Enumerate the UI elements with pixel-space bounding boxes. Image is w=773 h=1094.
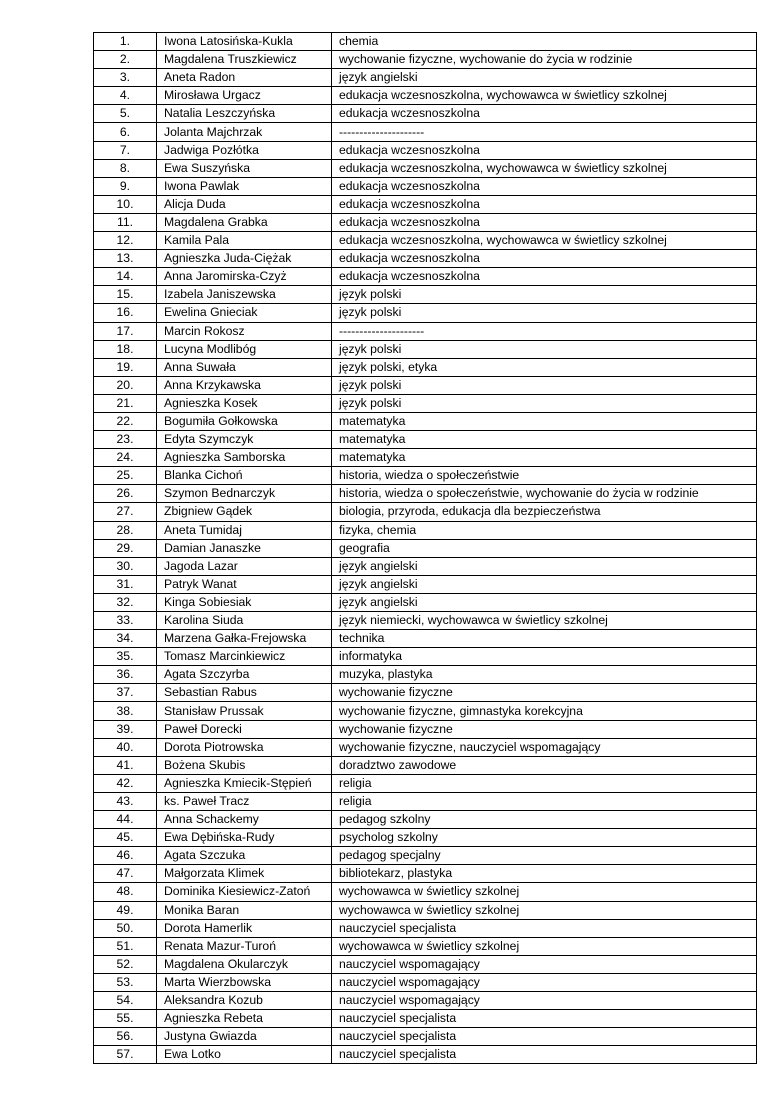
teacher-name-cell: Anna Jaromirska-Czyż (157, 268, 332, 286)
teacher-name-cell: Edyta Szymczyk (157, 431, 332, 449)
teacher-name-cell: Jolanta Majchrzak (157, 123, 332, 141)
teacher-name-cell: Agnieszka Samborska (157, 449, 332, 467)
row-number-cell: 41. (94, 756, 157, 774)
row-number-cell: 1. (94, 33, 157, 51)
subject-cell: wychowanie fizyczne, wychowanie do życia w rodzinie (332, 51, 757, 69)
table-row (94, 105, 757, 123)
subject-cell: edukacja wczesnoszkolna (332, 213, 757, 231)
subject-cell: edukacja wczesnoszkolna, wychowawca w świetlicy szkolnej (332, 159, 757, 177)
table-row (94, 666, 757, 684)
table-row (94, 684, 757, 702)
table-row (94, 575, 757, 593)
subject-cell: geografia (332, 539, 757, 557)
subject-cell: pedagog szkolny (332, 811, 757, 829)
table-row (94, 991, 757, 1009)
row-number-cell: 27. (94, 503, 157, 521)
row-number-cell: 8. (94, 159, 157, 177)
teacher-name-cell: Mirosława Urgacz (157, 87, 332, 105)
teacher-name-cell: Marta Wierzbowska (157, 973, 332, 991)
table-row (94, 159, 757, 177)
row-number-cell: 50. (94, 919, 157, 937)
row-number-cell: 2. (94, 51, 157, 69)
table-row (94, 213, 757, 231)
teacher-name-cell: Kinga Sobiesiak (157, 593, 332, 611)
row-number-cell: 30. (94, 557, 157, 575)
table-row (94, 394, 757, 412)
teacher-name-cell: Małgorzata Klimek (157, 865, 332, 883)
subject-cell: religia (332, 774, 757, 792)
teacher-name-cell: Magdalena Grabka (157, 213, 332, 231)
teacher-name-cell: Aleksandra Kozub (157, 991, 332, 1009)
subject-cell: edukacja wczesnoszkolna, wychowawca w świetlicy szkolnej (332, 232, 757, 250)
table-row (94, 467, 757, 485)
row-number-cell: 9. (94, 177, 157, 195)
row-number-cell: 15. (94, 286, 157, 304)
table-row (94, 304, 757, 322)
row-number-cell: 56. (94, 1028, 157, 1046)
teacher-name-cell: Bogumiła Gołkowska (157, 412, 332, 430)
subject-cell: nauczyciel specjalista (332, 1046, 757, 1064)
subject-cell: doradztwo zawodowe (332, 756, 757, 774)
teacher-name-cell: Magdalena Truszkiewicz (157, 51, 332, 69)
table-row (94, 322, 757, 340)
subject-cell: edukacja wczesnoszkolna (332, 268, 757, 286)
subject-cell: edukacja wczesnoszkolna (332, 177, 757, 195)
table-row (94, 1010, 757, 1028)
teacher-name-cell: Magdalena Okularczyk (157, 955, 332, 973)
subject-cell: język angielski (332, 69, 757, 87)
table-row (94, 69, 757, 87)
row-number-cell: 32. (94, 593, 157, 611)
subject-cell: historia, wiedza o społeczeństwie (332, 467, 757, 485)
row-number-cell: 4. (94, 87, 157, 105)
row-number-cell: 33. (94, 612, 157, 630)
row-number-cell: 21. (94, 394, 157, 412)
subject-cell: religia (332, 792, 757, 810)
subject-cell: wychowanie fizyczne, nauczyciel wspomagający (332, 738, 757, 756)
subject-cell: fizyka, chemia (332, 521, 757, 539)
row-number-cell: 24. (94, 449, 157, 467)
teacher-name-cell: Anna Schackemy (157, 811, 332, 829)
table-row (94, 412, 757, 430)
table-row (94, 702, 757, 720)
subject-cell: informatyka (332, 648, 757, 666)
table-row (94, 431, 757, 449)
subject-cell: język angielski (332, 575, 757, 593)
row-number-cell: 45. (94, 829, 157, 847)
table-row (94, 286, 757, 304)
row-number-cell: 5. (94, 105, 157, 123)
table-row (94, 901, 757, 919)
row-number-cell: 47. (94, 865, 157, 883)
table-row (94, 937, 757, 955)
teacher-name-cell: Blanka Cichoń (157, 467, 332, 485)
table-row (94, 195, 757, 213)
table-row (94, 539, 757, 557)
teacher-name-cell: Iwona Pawlak (157, 177, 332, 195)
subject-cell: matematyka (332, 431, 757, 449)
staff-table-body (94, 33, 757, 1064)
subject-cell: nauczyciel specjalista (332, 1028, 757, 1046)
subject-cell: technika (332, 630, 757, 648)
subject-cell: wychowawca w świetlicy szkolnej (332, 937, 757, 955)
teacher-name-cell: Justyna Gwiazda (157, 1028, 332, 1046)
teacher-name-cell: Izabela Janiszewska (157, 286, 332, 304)
teacher-name-cell: Jagoda Lazar (157, 557, 332, 575)
row-number-cell: 7. (94, 141, 157, 159)
table-row (94, 51, 757, 69)
row-number-cell: 53. (94, 973, 157, 991)
subject-cell: język polski (332, 286, 757, 304)
teacher-name-cell: Paweł Dorecki (157, 720, 332, 738)
row-number-cell: 34. (94, 630, 157, 648)
teacher-name-cell: Aneta Radon (157, 69, 332, 87)
row-number-cell: 46. (94, 847, 157, 865)
teacher-name-cell: Patryk Wanat (157, 575, 332, 593)
row-number-cell: 43. (94, 792, 157, 810)
row-number-cell: 57. (94, 1046, 157, 1064)
subject-cell: język polski (332, 394, 757, 412)
row-number-cell: 44. (94, 811, 157, 829)
table-row (94, 612, 757, 630)
subject-cell: język polski (332, 376, 757, 394)
subject-cell: nauczyciel wspomagający (332, 973, 757, 991)
table-row (94, 33, 757, 51)
table-row (94, 973, 757, 991)
subject-cell: chemia (332, 33, 757, 51)
row-number-cell: 29. (94, 539, 157, 557)
table-row (94, 883, 757, 901)
subject-cell: język niemiecki, wychowawca w świetlicy szkolnej (332, 612, 757, 630)
table-row (94, 792, 757, 810)
staff-table (93, 32, 757, 1064)
subject-cell: język polski (332, 340, 757, 358)
table-row (94, 123, 757, 141)
teacher-name-cell: Agata Szczuka (157, 847, 332, 865)
row-number-cell: 49. (94, 901, 157, 919)
row-number-cell: 40. (94, 738, 157, 756)
table-row (94, 811, 757, 829)
teacher-name-cell: Monika Baran (157, 901, 332, 919)
table-row (94, 919, 757, 937)
table-row (94, 521, 757, 539)
table-row (94, 503, 757, 521)
teacher-name-cell: Dominika Kiesiewicz-Zatoń (157, 883, 332, 901)
subject-cell: edukacja wczesnoszkolna (332, 141, 757, 159)
table-row (94, 648, 757, 666)
table-row (94, 376, 757, 394)
teacher-name-cell: Bożena Skubis (157, 756, 332, 774)
teacher-name-cell: Zbigniew Gądek (157, 503, 332, 521)
teacher-name-cell: Lucyna Modlibóg (157, 340, 332, 358)
teacher-name-cell: Ewa Dębińska-Rudy (157, 829, 332, 847)
subject-cell: język angielski (332, 557, 757, 575)
row-number-cell: 37. (94, 684, 157, 702)
teacher-name-cell: Ewelina Gnieciak (157, 304, 332, 322)
teacher-name-cell: Anna Suwała (157, 358, 332, 376)
table-row (94, 358, 757, 376)
teacher-name-cell: Kamila Pala (157, 232, 332, 250)
table-row (94, 847, 757, 865)
teacher-name-cell: Anna Krzykawska (157, 376, 332, 394)
table-row (94, 955, 757, 973)
table-row (94, 720, 757, 738)
table-row (94, 1046, 757, 1064)
row-number-cell: 6. (94, 123, 157, 141)
table-row (94, 557, 757, 575)
row-number-cell: 38. (94, 702, 157, 720)
subject-cell: edukacja wczesnoszkolna (332, 250, 757, 268)
subject-cell: --------------------- (332, 322, 757, 340)
table-row (94, 250, 757, 268)
row-number-cell: 55. (94, 1010, 157, 1028)
subject-cell: pedagog specjalny (332, 847, 757, 865)
teacher-name-cell: Natalia Leszczyńska (157, 105, 332, 123)
subject-cell: nauczyciel specjalista (332, 1010, 757, 1028)
teacher-name-cell: Agnieszka Kmiecik-Stępień (157, 774, 332, 792)
teacher-name-cell: Ewa Lotko (157, 1046, 332, 1064)
subject-cell: nauczyciel specjalista (332, 919, 757, 937)
teacher-name-cell: Renata Mazur-Turoń (157, 937, 332, 955)
row-number-cell: 42. (94, 774, 157, 792)
table-row (94, 756, 757, 774)
table-row (94, 268, 757, 286)
row-number-cell: 48. (94, 883, 157, 901)
subject-cell: język polski (332, 304, 757, 322)
row-number-cell: 52. (94, 955, 157, 973)
subject-cell: matematyka (332, 412, 757, 430)
table-row (94, 87, 757, 105)
teacher-name-cell: Agata Szczyrba (157, 666, 332, 684)
row-number-cell: 28. (94, 521, 157, 539)
teacher-name-cell: ks. Paweł Tracz (157, 792, 332, 810)
row-number-cell: 54. (94, 991, 157, 1009)
teacher-name-cell: Agnieszka Rebeta (157, 1010, 332, 1028)
table-row (94, 630, 757, 648)
row-number-cell: 13. (94, 250, 157, 268)
table-row (94, 865, 757, 883)
subject-cell: język angielski (332, 593, 757, 611)
subject-cell: nauczyciel wspomagający (332, 991, 757, 1009)
subject-cell: wychowawca w świetlicy szkolnej (332, 901, 757, 919)
teacher-name-cell: Sebastian Rabus (157, 684, 332, 702)
table-row (94, 1028, 757, 1046)
row-number-cell: 20. (94, 376, 157, 394)
table-row (94, 738, 757, 756)
subject-cell: edukacja wczesnoszkolna (332, 105, 757, 123)
teacher-name-cell: Marzena Gałka-Frejowska (157, 630, 332, 648)
subject-cell: biologia, przyroda, edukacja dla bezpieczeństwa (332, 503, 757, 521)
teacher-name-cell: Agnieszka Kosek (157, 394, 332, 412)
teacher-name-cell: Karolina Siuda (157, 612, 332, 630)
row-number-cell: 3. (94, 69, 157, 87)
table-row (94, 232, 757, 250)
row-number-cell: 19. (94, 358, 157, 376)
subject-cell: wychowanie fizyczne (332, 684, 757, 702)
row-number-cell: 51. (94, 937, 157, 955)
row-number-cell: 39. (94, 720, 157, 738)
table-row (94, 485, 757, 503)
subject-cell: psycholog szkolny (332, 829, 757, 847)
row-number-cell: 16. (94, 304, 157, 322)
table-row (94, 774, 757, 792)
table-row (94, 340, 757, 358)
table-row (94, 141, 757, 159)
row-number-cell: 22. (94, 412, 157, 430)
subject-cell: edukacja wczesnoszkolna, wychowawca w świetlicy szkolnej (332, 87, 757, 105)
subject-cell: wychowanie fizyczne, gimnastyka korekcyjna (332, 702, 757, 720)
teacher-name-cell: Dorota Hamerlik (157, 919, 332, 937)
row-number-cell: 18. (94, 340, 157, 358)
teacher-name-cell: Ewa Suszyńska (157, 159, 332, 177)
subject-cell: wychowawca w świetlicy szkolnej (332, 883, 757, 901)
row-number-cell: 11. (94, 213, 157, 231)
subject-cell: --------------------- (332, 123, 757, 141)
teacher-name-cell: Szymon Bednarczyk (157, 485, 332, 503)
row-number-cell: 12. (94, 232, 157, 250)
teacher-name-cell: Dorota Piotrowska (157, 738, 332, 756)
subject-cell: edukacja wczesnoszkolna (332, 195, 757, 213)
teacher-name-cell: Aneta Tumidaj (157, 521, 332, 539)
subject-cell: historia, wiedza o społeczeństwie, wychowanie do życia w rodzinie (332, 485, 757, 503)
row-number-cell: 23. (94, 431, 157, 449)
row-number-cell: 31. (94, 575, 157, 593)
subject-cell: wychowanie fizyczne (332, 720, 757, 738)
teacher-name-cell: Agnieszka Juda-Ciężak (157, 250, 332, 268)
subject-cell: bibliotekarz, plastyka (332, 865, 757, 883)
subject-cell: matematyka (332, 449, 757, 467)
subject-cell: nauczyciel wspomagający (332, 955, 757, 973)
table-row (94, 593, 757, 611)
row-number-cell: 14. (94, 268, 157, 286)
row-number-cell: 36. (94, 666, 157, 684)
row-number-cell: 26. (94, 485, 157, 503)
teacher-name-cell: Tomasz Marcinkiewicz (157, 648, 332, 666)
table-row (94, 449, 757, 467)
row-number-cell: 10. (94, 195, 157, 213)
row-number-cell: 25. (94, 467, 157, 485)
table-row (94, 177, 757, 195)
row-number-cell: 35. (94, 648, 157, 666)
teacher-name-cell: Iwona Latosińska-Kukla (157, 33, 332, 51)
teacher-name-cell: Stanisław Prussak (157, 702, 332, 720)
subject-cell: język polski, etyka (332, 358, 757, 376)
teacher-name-cell: Damian Janaszke (157, 539, 332, 557)
subject-cell: muzyka, plastyka (332, 666, 757, 684)
table-row (94, 829, 757, 847)
teacher-name-cell: Jadwiga Pozłótka (157, 141, 332, 159)
teacher-name-cell: Marcin Rokosz (157, 322, 332, 340)
row-number-cell: 17. (94, 322, 157, 340)
teacher-name-cell: Alicja Duda (157, 195, 332, 213)
